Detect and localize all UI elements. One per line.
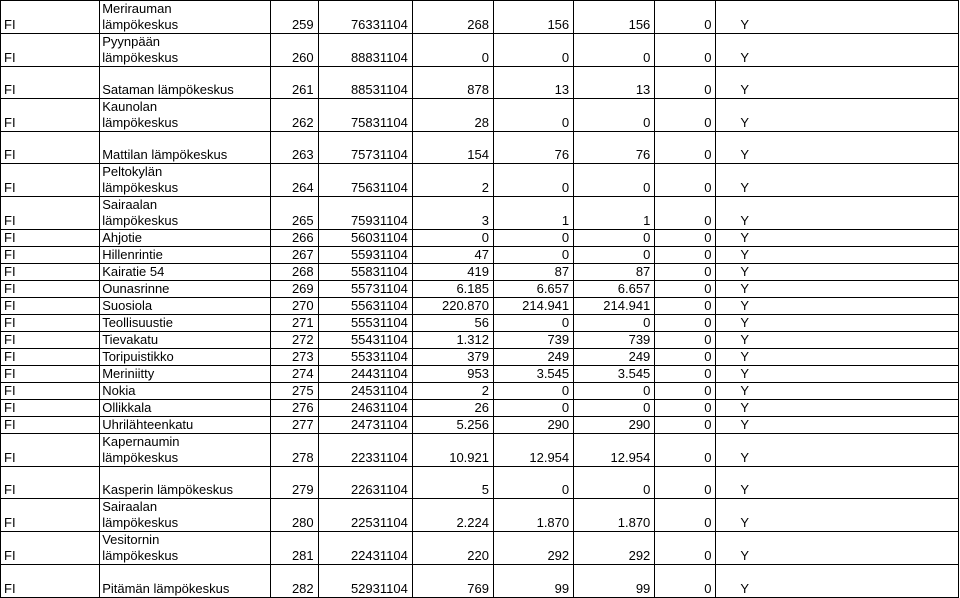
surrendered-allowances-cell: 156 — [574, 1, 655, 34]
balance-cell: 0 — [655, 366, 716, 383]
table-row — [1, 467, 959, 499]
verified-emissions-cell: 0 — [493, 247, 573, 264]
country-code-cell: FI — [1, 1, 100, 34]
installation-id-cell: 266 — [270, 230, 318, 247]
compliance-status-cell: Y — [716, 417, 959, 434]
surrendered-allowances-cell: 3.545 — [574, 366, 655, 383]
country-code-cell: FI — [1, 247, 100, 264]
surrendered-allowances-cell: 76 — [574, 132, 655, 164]
surrendered-allowances-cell: 13 — [574, 67, 655, 99]
table-body — [1, 1, 959, 598]
installation-name-cell: Vesitornin lämpökeskus — [100, 532, 270, 565]
balance-cell: 0 — [655, 1, 716, 34]
balance-cell: 0 — [655, 264, 716, 281]
surrendered-allowances-cell: 0 — [574, 315, 655, 332]
verified-emissions-cell: 12.954 — [493, 434, 573, 467]
installation-id-cell: 268 — [270, 264, 318, 281]
permit-number-cell: 75831104 — [318, 99, 412, 132]
compliance-status-cell: Y — [716, 467, 959, 499]
verified-emissions-cell: 87 — [493, 264, 573, 281]
balance-cell: 0 — [655, 315, 716, 332]
installation-id-cell: 272 — [270, 332, 318, 349]
permit-number-cell: 56031104 — [318, 230, 412, 247]
surrendered-allowances-cell: 214.941 — [574, 298, 655, 315]
permit-number-cell: 75631104 — [318, 164, 412, 197]
country-code-cell: FI — [1, 532, 100, 565]
allocated-allowances-cell: 0 — [412, 230, 493, 247]
permit-number-cell: 55331104 — [318, 349, 412, 366]
balance-cell: 0 — [655, 247, 716, 264]
country-code-cell: FI — [1, 467, 100, 499]
permit-number-cell: 76331104 — [318, 1, 412, 34]
surrendered-allowances-cell: 12.954 — [574, 434, 655, 467]
allocated-allowances-cell: 56 — [412, 315, 493, 332]
installation-name-cell: Hillenrintie — [100, 247, 270, 264]
surrendered-allowances-cell: 0 — [574, 230, 655, 247]
table-row — [1, 366, 959, 383]
verified-emissions-cell: 0 — [493, 164, 573, 197]
installation-id-cell: 265 — [270, 197, 318, 230]
installation-id-cell: 274 — [270, 366, 318, 383]
surrendered-allowances-cell: 0 — [574, 400, 655, 417]
installation-id-cell: 270 — [270, 298, 318, 315]
table-row — [1, 532, 959, 565]
balance-cell: 0 — [655, 34, 716, 67]
compliance-status-cell: Y — [716, 247, 959, 264]
verified-emissions-cell: 13 — [493, 67, 573, 99]
country-code-cell: FI — [1, 99, 100, 132]
balance-cell: 0 — [655, 298, 716, 315]
permit-number-cell: 24631104 — [318, 400, 412, 417]
compliance-status-cell: Y — [716, 1, 959, 34]
allocated-allowances-cell: 6.185 — [412, 281, 493, 298]
table-row — [1, 400, 959, 417]
installation-name-cell: Peltokylän lämpökeskus — [100, 164, 270, 197]
verified-emissions-cell: 1.870 — [493, 499, 573, 532]
compliance-status-cell: Y — [716, 264, 959, 281]
surrendered-allowances-cell: 292 — [574, 532, 655, 565]
surrendered-allowances-cell: 0 — [574, 467, 655, 499]
verified-emissions-cell: 1 — [493, 197, 573, 230]
verified-emissions-cell: 0 — [493, 400, 573, 417]
compliance-status-cell: Y — [716, 281, 959, 298]
installation-name-cell: Sataman lämpökeskus — [100, 67, 270, 99]
compliance-status-cell: Y — [716, 565, 959, 598]
installation-name-cell: Kapernaumin lämpökeskus — [100, 434, 270, 467]
country-code-cell: FI — [1, 230, 100, 247]
installation-id-cell: 264 — [270, 164, 318, 197]
installation-id-cell: 279 — [270, 467, 318, 499]
country-code-cell: FI — [1, 281, 100, 298]
installation-id-cell: 271 — [270, 315, 318, 332]
table-row — [1, 1, 959, 34]
installation-id-cell: 278 — [270, 434, 318, 467]
table-row — [1, 315, 959, 332]
installation-name-cell: Nokia — [100, 383, 270, 400]
country-code-cell: FI — [1, 132, 100, 164]
country-code-cell: FI — [1, 164, 100, 197]
country-code-cell: FI — [1, 349, 100, 366]
installation-id-cell: 260 — [270, 34, 318, 67]
allocated-allowances-cell: 0 — [412, 34, 493, 67]
table-row — [1, 264, 959, 281]
allocated-allowances-cell: 2 — [412, 383, 493, 400]
verified-emissions-cell: 739 — [493, 332, 573, 349]
allocated-allowances-cell: 26 — [412, 400, 493, 417]
installation-id-cell: 277 — [270, 417, 318, 434]
surrendered-allowances-cell: 6.657 — [574, 281, 655, 298]
installation-id-cell: 267 — [270, 247, 318, 264]
allocated-allowances-cell: 5 — [412, 467, 493, 499]
surrendered-allowances-cell: 0 — [574, 99, 655, 132]
surrendered-allowances-cell: 1 — [574, 197, 655, 230]
allocated-allowances-cell: 220.870 — [412, 298, 493, 315]
balance-cell: 0 — [655, 230, 716, 247]
installation-name-cell: Meriniitty — [100, 366, 270, 383]
installation-name-cell: Tievakatu — [100, 332, 270, 349]
verified-emissions-cell: 214.941 — [493, 298, 573, 315]
table-row — [1, 230, 959, 247]
country-code-cell: FI — [1, 366, 100, 383]
compliance-status-cell: Y — [716, 434, 959, 467]
compliance-status-cell: Y — [716, 67, 959, 99]
balance-cell: 0 — [655, 565, 716, 598]
allocated-allowances-cell: 3 — [412, 197, 493, 230]
country-code-cell: FI — [1, 434, 100, 467]
allocated-allowances-cell: 47 — [412, 247, 493, 264]
allocated-allowances-cell: 878 — [412, 67, 493, 99]
permit-number-cell: 52931104 — [318, 565, 412, 598]
installation-name-cell: Sairaalan lämpökeskus — [100, 197, 270, 230]
country-code-cell: FI — [1, 34, 100, 67]
verified-emissions-cell: 76 — [493, 132, 573, 164]
allocated-allowances-cell: 419 — [412, 264, 493, 281]
compliance-status-cell: Y — [716, 132, 959, 164]
installation-name-cell: Pitämän lämpökeskus — [100, 565, 270, 598]
installation-id-cell: 276 — [270, 400, 318, 417]
allocated-allowances-cell: 154 — [412, 132, 493, 164]
permit-number-cell: 55731104 — [318, 281, 412, 298]
table-row — [1, 298, 959, 315]
installation-name-cell: Sairaalan lämpökeskus — [100, 499, 270, 532]
allocated-allowances-cell: 220 — [412, 532, 493, 565]
permit-number-cell: 55831104 — [318, 264, 412, 281]
permit-number-cell: 88531104 — [318, 67, 412, 99]
installation-id-cell: 263 — [270, 132, 318, 164]
compliance-status-cell: Y — [716, 383, 959, 400]
surrendered-allowances-cell: 1.870 — [574, 499, 655, 532]
allocated-allowances-cell: 953 — [412, 366, 493, 383]
balance-cell: 0 — [655, 434, 716, 467]
surrendered-allowances-cell: 0 — [574, 164, 655, 197]
installation-name-cell: Pyynpään lämpökeskus — [100, 34, 270, 67]
compliance-status-cell: Y — [716, 230, 959, 247]
surrendered-allowances-cell: 0 — [574, 383, 655, 400]
permit-number-cell: 24531104 — [318, 383, 412, 400]
country-code-cell: FI — [1, 565, 100, 598]
country-code-cell: FI — [1, 298, 100, 315]
surrendered-allowances-cell: 0 — [574, 247, 655, 264]
compliance-status-cell: Y — [716, 99, 959, 132]
permit-number-cell: 22631104 — [318, 467, 412, 499]
installation-id-cell: 275 — [270, 383, 318, 400]
balance-cell: 0 — [655, 164, 716, 197]
installation-name-cell: Suosiola — [100, 298, 270, 315]
country-code-cell: FI — [1, 197, 100, 230]
installation-name-cell: Teollisuustie — [100, 315, 270, 332]
installation-id-cell: 273 — [270, 349, 318, 366]
compliance-status-cell: Y — [716, 164, 959, 197]
country-code-cell: FI — [1, 417, 100, 434]
allocated-allowances-cell: 769 — [412, 565, 493, 598]
balance-cell: 0 — [655, 532, 716, 565]
installation-name-cell: Toripuistikko — [100, 349, 270, 366]
country-code-cell: FI — [1, 67, 100, 99]
permit-number-cell: 88831104 — [318, 34, 412, 67]
compliance-status-cell: Y — [716, 400, 959, 417]
verified-emissions-cell: 249 — [493, 349, 573, 366]
verified-emissions-cell: 0 — [493, 230, 573, 247]
installation-id-cell: 262 — [270, 99, 318, 132]
verified-emissions-cell: 0 — [493, 99, 573, 132]
compliance-status-cell: Y — [716, 366, 959, 383]
surrendered-allowances-cell: 290 — [574, 417, 655, 434]
installation-name-cell: Uhrilähteenkatu — [100, 417, 270, 434]
allocated-allowances-cell: 379 — [412, 349, 493, 366]
verified-emissions-cell: 0 — [493, 467, 573, 499]
table-row — [1, 349, 959, 366]
verified-emissions-cell: 0 — [493, 315, 573, 332]
permit-number-cell: 24431104 — [318, 366, 412, 383]
surrendered-allowances-cell: 0 — [574, 34, 655, 67]
table-row — [1, 67, 959, 99]
compliance-status-cell: Y — [716, 349, 959, 366]
verified-emissions-cell: 156 — [493, 1, 573, 34]
allocated-allowances-cell: 2 — [412, 164, 493, 197]
table-row — [1, 197, 959, 230]
allocated-allowances-cell: 2.224 — [412, 499, 493, 532]
balance-cell: 0 — [655, 132, 716, 164]
allocated-allowances-cell: 28 — [412, 99, 493, 132]
permit-number-cell: 55631104 — [318, 298, 412, 315]
compliance-status-cell: Y — [716, 499, 959, 532]
country-code-cell: FI — [1, 400, 100, 417]
surrendered-allowances-cell: 87 — [574, 264, 655, 281]
compliance-status-cell: Y — [716, 532, 959, 565]
installation-name-cell: Kairatie 54 — [100, 264, 270, 281]
compliance-status-cell: Y — [716, 197, 959, 230]
country-code-cell: FI — [1, 332, 100, 349]
compliance-status-cell: Y — [716, 332, 959, 349]
table-row — [1, 332, 959, 349]
verified-emissions-cell: 6.657 — [493, 281, 573, 298]
surrendered-allowances-cell: 739 — [574, 332, 655, 349]
installation-name-cell: Ahjotie — [100, 230, 270, 247]
verified-emissions-cell: 0 — [493, 34, 573, 67]
table-row — [1, 247, 959, 264]
country-code-cell: FI — [1, 315, 100, 332]
country-code-cell: FI — [1, 264, 100, 281]
balance-cell: 0 — [655, 67, 716, 99]
installation-name-cell: Kaunolan lämpökeskus — [100, 99, 270, 132]
compliance-status-cell: Y — [716, 34, 959, 67]
allocated-allowances-cell: 1.312 — [412, 332, 493, 349]
permit-number-cell: 75931104 — [318, 197, 412, 230]
balance-cell: 0 — [655, 281, 716, 298]
permit-number-cell: 55431104 — [318, 332, 412, 349]
compliance-status-cell: Y — [716, 315, 959, 332]
verified-emissions-cell: 290 — [493, 417, 573, 434]
country-code-cell: FI — [1, 499, 100, 532]
installation-id-cell: 280 — [270, 499, 318, 532]
verified-emissions-cell: 0 — [493, 383, 573, 400]
installation-name-cell: Ounasrinne — [100, 281, 270, 298]
installation-name-cell: Kasperin lämpökeskus — [100, 467, 270, 499]
installation-name-cell: Merirauman lämpökeskus — [100, 1, 270, 34]
permit-number-cell: 22531104 — [318, 499, 412, 532]
table-row — [1, 99, 959, 132]
installation-id-cell: 259 — [270, 1, 318, 34]
permit-number-cell: 55931104 — [318, 247, 412, 264]
permit-number-cell: 24731104 — [318, 417, 412, 434]
table-row — [1, 34, 959, 67]
installation-name-cell: Mattilan lämpökeskus — [100, 132, 270, 164]
balance-cell: 0 — [655, 332, 716, 349]
permit-number-cell: 55531104 — [318, 315, 412, 332]
compliance-status-cell: Y — [716, 298, 959, 315]
balance-cell: 0 — [655, 499, 716, 532]
installation-id-cell: 269 — [270, 281, 318, 298]
table-row — [1, 281, 959, 298]
balance-cell: 0 — [655, 400, 716, 417]
verified-emissions-cell: 292 — [493, 532, 573, 565]
balance-cell: 0 — [655, 383, 716, 400]
table-row — [1, 383, 959, 400]
table-row — [1, 434, 959, 467]
table-row — [1, 417, 959, 434]
country-code-cell: FI — [1, 383, 100, 400]
surrendered-allowances-cell: 99 — [574, 565, 655, 598]
allocated-allowances-cell: 268 — [412, 1, 493, 34]
table-row — [1, 164, 959, 197]
installation-id-cell: 281 — [270, 532, 318, 565]
surrendered-allowances-cell: 249 — [574, 349, 655, 366]
allocated-allowances-cell: 10.921 — [412, 434, 493, 467]
verified-emissions-cell: 3.545 — [493, 366, 573, 383]
table-row — [1, 499, 959, 532]
balance-cell: 0 — [655, 99, 716, 132]
permit-number-cell: 22431104 — [318, 532, 412, 565]
allocated-allowances-cell: 5.256 — [412, 417, 493, 434]
permit-number-cell: 75731104 — [318, 132, 412, 164]
table-row — [1, 132, 959, 164]
balance-cell: 0 — [655, 197, 716, 230]
verified-emissions-cell: 99 — [493, 565, 573, 598]
installation-id-cell: 282 — [270, 565, 318, 598]
balance-cell: 0 — [655, 417, 716, 434]
balance-cell: 0 — [655, 349, 716, 366]
balance-cell: 0 — [655, 467, 716, 499]
permit-number-cell: 22331104 — [318, 434, 412, 467]
installation-id-cell: 261 — [270, 67, 318, 99]
installation-name-cell: Ollikkala — [100, 400, 270, 417]
